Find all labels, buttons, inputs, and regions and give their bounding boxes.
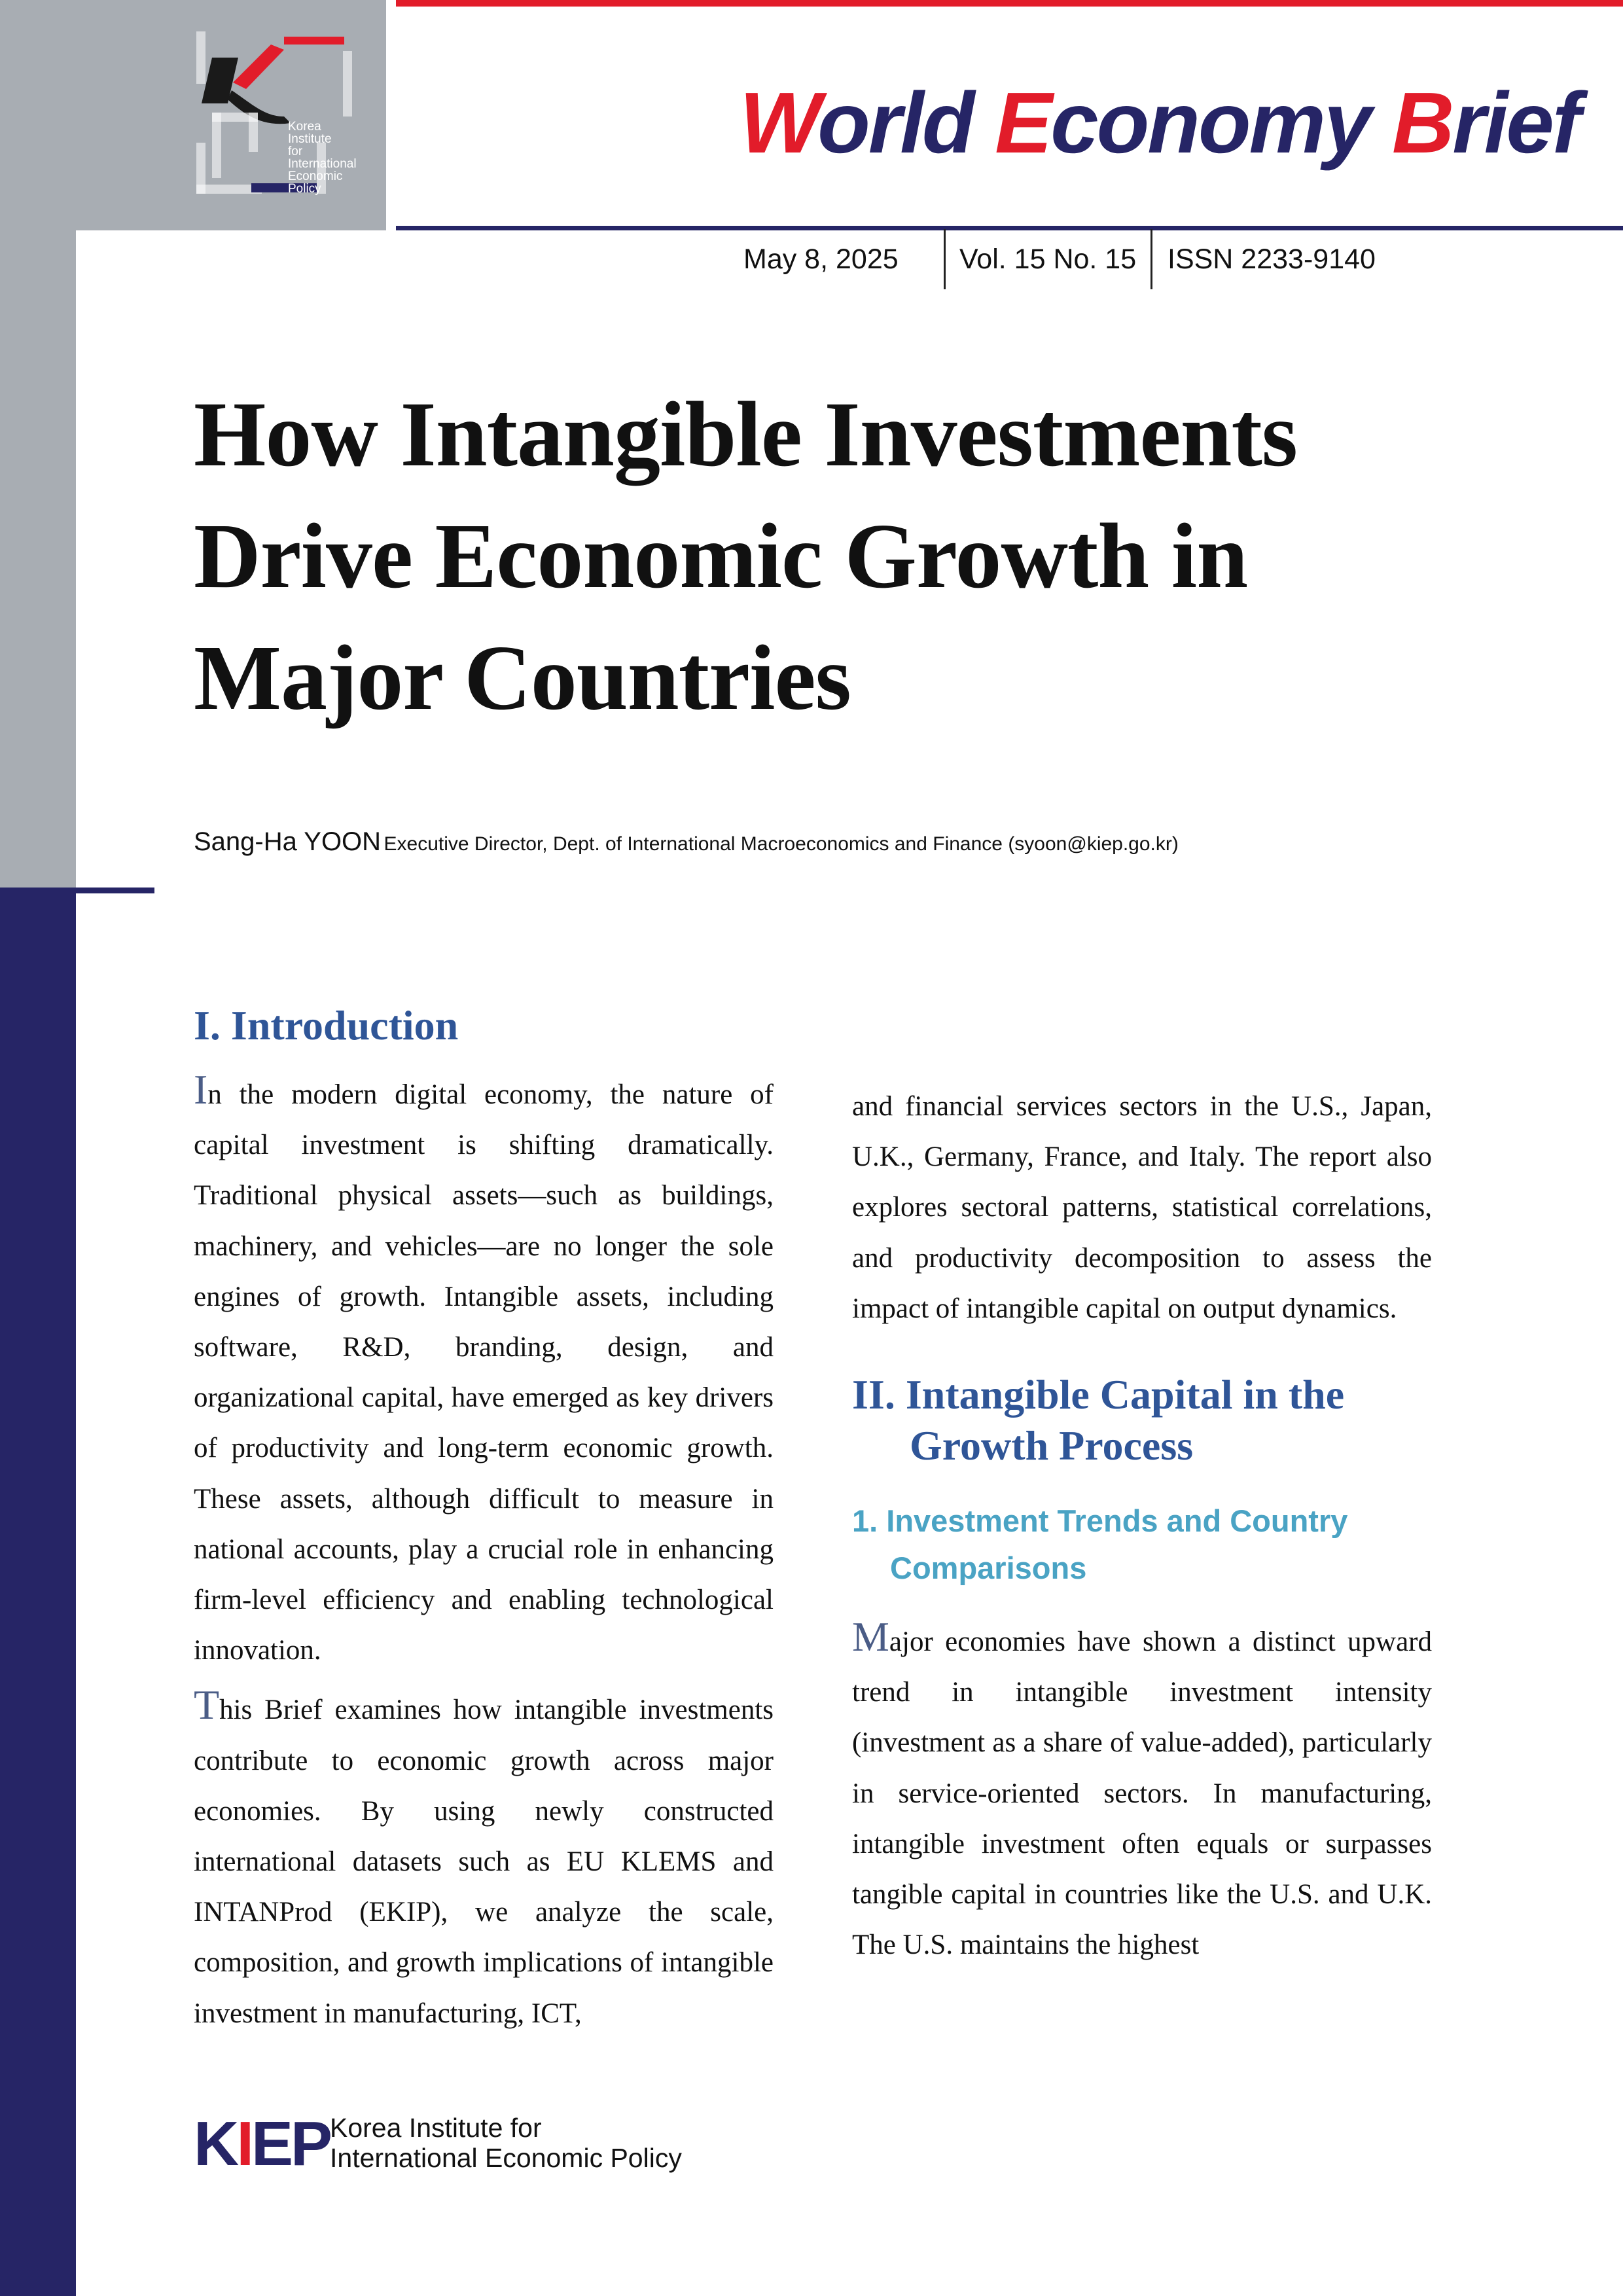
- logo-part: I: [236, 2109, 251, 2179]
- emblem-caption: [288, 120, 357, 196]
- logo-part: K: [194, 2109, 237, 2179]
- heading-line: 1. Investment Trends and Country: [852, 1503, 1348, 1539]
- author-affiliation: Executive Director, Dept. of International Macroeconomics and Finance (syoon@kiep.go.kr): [383, 833, 1179, 855]
- right-column: [852, 1081, 1432, 1970]
- page-title: [194, 373, 1372, 738]
- heading-line: II. Intangible Capital in the: [852, 1371, 1345, 1418]
- title-line: Drive Economic Growth in: [194, 504, 1248, 607]
- brand-part: E: [995, 75, 1051, 171]
- title-line: How Intangible Investments: [194, 382, 1298, 486]
- left-column: [194, 1000, 774, 2039]
- brand-title: [740, 73, 1579, 172]
- title-line: Major Countries: [194, 626, 851, 729]
- intro-heading: I. Introduction: [194, 1002, 459, 1049]
- intro-paragraph-2: [194, 1681, 774, 2038]
- left-gray-band: [0, 0, 76, 888]
- drop-cap: M: [852, 1613, 889, 1660]
- brand-part: W: [740, 75, 818, 171]
- heading-line: Growth Process: [910, 1422, 1194, 1469]
- drop-cap: I: [194, 1066, 208, 1113]
- issue-volume: Vol. 15 No. 15: [959, 243, 1137, 275]
- author-name: Sang-Ha YOON: [194, 827, 382, 856]
- header-navy-rule: [396, 226, 1623, 230]
- section-2-paragraph-1: [852, 1613, 1432, 1970]
- paragraph-text: his Brief examines how intangible investments contribute to economic growth across major economies. By using newly constructed international datasets such as EU KLEMS and INTANProd (EKIP), we analyze the scale, composition, and growth implications of intangible investment in manufacturing, ICT,: [194, 1695, 774, 2029]
- org-line: International Economic Policy: [330, 2143, 682, 2173]
- brand-part: conomy: [1050, 75, 1392, 171]
- org-line: Korea Institute for: [330, 2113, 542, 2143]
- brand-part: rief: [1452, 75, 1579, 171]
- author-line: [194, 827, 1179, 857]
- intro-paragraph-1: [194, 1066, 774, 1676]
- header-red-rule: [396, 0, 1623, 7]
- issn: ISSN 2233-9140: [1168, 243, 1376, 275]
- section-2-heading: [852, 1369, 1432, 1471]
- logo-part: EP: [251, 2109, 330, 2179]
- drop-cap: T: [194, 1681, 220, 1729]
- subsection-1-heading: [852, 1498, 1432, 1592]
- navy-tick-mark: [76, 888, 154, 893]
- meta-divider: [1150, 229, 1152, 289]
- brand-part: B: [1392, 75, 1453, 171]
- heading-line: Comparisons: [890, 1551, 1087, 1586]
- paragraph-text: n the modern digital economy, the nature of capital investment is shifting dramatically. Traditional physical assets—such as buildings, machinery, and vehicles—are no longer the sole engines of growth. Intangible assets, including software, R&D, branding, design, and organizational capital, have emerged as key drivers of productivity and long-term economic growth. These assets, although difficult to measure in national accounts, play a crucial role in enhancing firm-level efficiency and enabling technological innovation.: [194, 1079, 774, 1666]
- emblem-caption-text: Korea Institute for International Economic Policy: [288, 120, 357, 196]
- intro-paragraph-2-continued: and financial services sectors in the U.S., Japan, U.K., Germany, France, and Italy. The report also explores sectoral patterns, statistical correlations, and productivity decomposition to assess the impact of intangible capital on output dynamics.: [852, 1091, 1432, 1324]
- kiep-org-name: [330, 2113, 682, 2173]
- brand-part: orld: [817, 75, 995, 171]
- kiep-logo: [194, 2111, 330, 2177]
- issue-date: May 8, 2025: [743, 243, 899, 275]
- paragraph-text: ajor economies have shown a distinct upward trend in intangible investment intensity (investment as a share of value-added), particularly in service-oriented sectors. In manufacturing, intangible investment often equals or surpasses tangible capital in countries like the U.S. and U.K. The U.S. maintains the highest: [852, 1626, 1432, 1961]
- left-navy-band: [0, 888, 76, 2296]
- meta-divider: [944, 229, 946, 289]
